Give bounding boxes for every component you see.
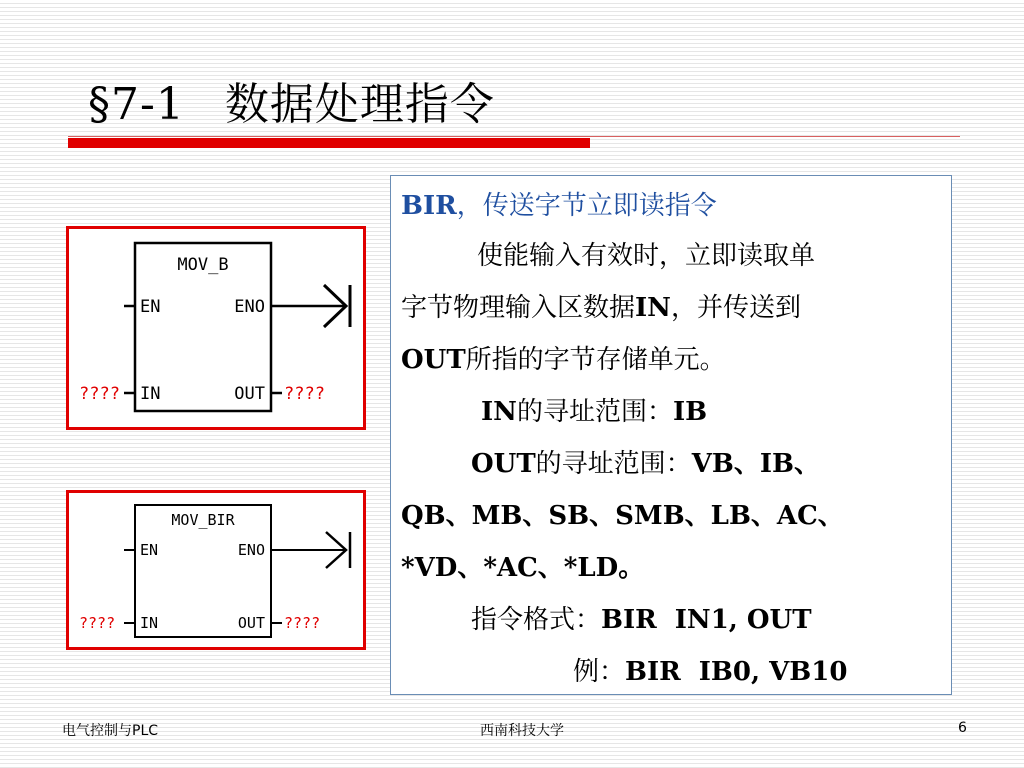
title-rule-thin bbox=[68, 136, 960, 137]
format-line bbox=[401, 594, 941, 646]
in-range-a: IN bbox=[481, 397, 517, 427]
example-mnemonic: BIR bbox=[625, 657, 681, 687]
in-placeholder: ???? bbox=[79, 384, 120, 404]
instruction-heading bbox=[401, 182, 941, 230]
mov-bir-ladder-svg bbox=[69, 493, 363, 647]
out-pin-label: OUT bbox=[237, 614, 265, 632]
mov-b-ladder-svg bbox=[69, 229, 363, 427]
example-operands: IB0, VB10 bbox=[698, 657, 848, 687]
en-pin-label: EN bbox=[140, 541, 159, 559]
in-pin-label: IN bbox=[140, 384, 161, 404]
footer-university: 西南科技大学 bbox=[480, 723, 564, 739]
page-title bbox=[88, 68, 495, 132]
mov-b-diagram bbox=[66, 226, 366, 430]
eno-pin-label: ENO bbox=[237, 541, 265, 559]
heading-text: ，传送字节立即读指令 bbox=[456, 191, 717, 221]
mov-bir-diagram bbox=[66, 490, 366, 650]
in-pin-label: IN bbox=[140, 614, 159, 632]
out-range-a: OUT bbox=[471, 449, 536, 479]
desc-line-2-c: ，并传送到 bbox=[670, 293, 801, 323]
in-range-c: IB bbox=[672, 397, 708, 427]
page-number: 6 bbox=[958, 720, 967, 736]
desc-line-3 bbox=[401, 334, 941, 386]
desc-line-2 bbox=[401, 282, 941, 334]
example-line bbox=[401, 646, 941, 698]
desc-line-1: 使能输入有效时，立即读取单 bbox=[477, 241, 816, 271]
block-name-label: MOV_B bbox=[177, 255, 229, 275]
description-box bbox=[390, 175, 952, 695]
out-range-list-2: *VD、*AC、*LD。 bbox=[401, 553, 645, 583]
format-mnemonic: BIR bbox=[601, 605, 657, 635]
section-number: §7-1 bbox=[88, 79, 185, 130]
example-label: 例： bbox=[573, 657, 626, 687]
in-range-line bbox=[401, 386, 941, 438]
out-range-line-2 bbox=[401, 490, 941, 542]
en-pin-label: EN bbox=[140, 297, 161, 317]
format-label: 指令格式： bbox=[471, 605, 602, 635]
out-range-c: VB、IB、 bbox=[691, 449, 820, 479]
heading-code: BIR bbox=[401, 191, 457, 221]
title-text: 数据处理指令 bbox=[224, 79, 495, 130]
title-rule-thick bbox=[68, 138, 590, 148]
out-pin-label: OUT bbox=[234, 384, 265, 404]
out-range-b: 的寻址范围： bbox=[535, 449, 692, 479]
desc-line-3-b: 所指的字节存储单元。 bbox=[465, 345, 726, 375]
in-range-b: 的寻址范围： bbox=[516, 397, 673, 427]
in-placeholder: ???? bbox=[79, 614, 116, 632]
format-operands: IN1, OUT bbox=[674, 605, 812, 635]
desc-line-2-b: IN bbox=[635, 293, 671, 323]
out-range-line-3 bbox=[401, 542, 941, 594]
footer-course: 电气控制与PLC bbox=[62, 723, 159, 739]
desc-line-2-a: 字节物理输入区数据 bbox=[401, 293, 636, 323]
out-range-line bbox=[401, 438, 941, 490]
out-placeholder: ???? bbox=[284, 384, 325, 404]
block-name-label: MOV_BIR bbox=[171, 511, 235, 529]
desc-line-3-a: OUT bbox=[401, 345, 466, 375]
eno-pin-label: ENO bbox=[234, 297, 265, 317]
out-range-list-1: QB、MB、SB、SMB、LB、AC、 bbox=[401, 501, 844, 531]
out-placeholder: ???? bbox=[284, 614, 321, 632]
